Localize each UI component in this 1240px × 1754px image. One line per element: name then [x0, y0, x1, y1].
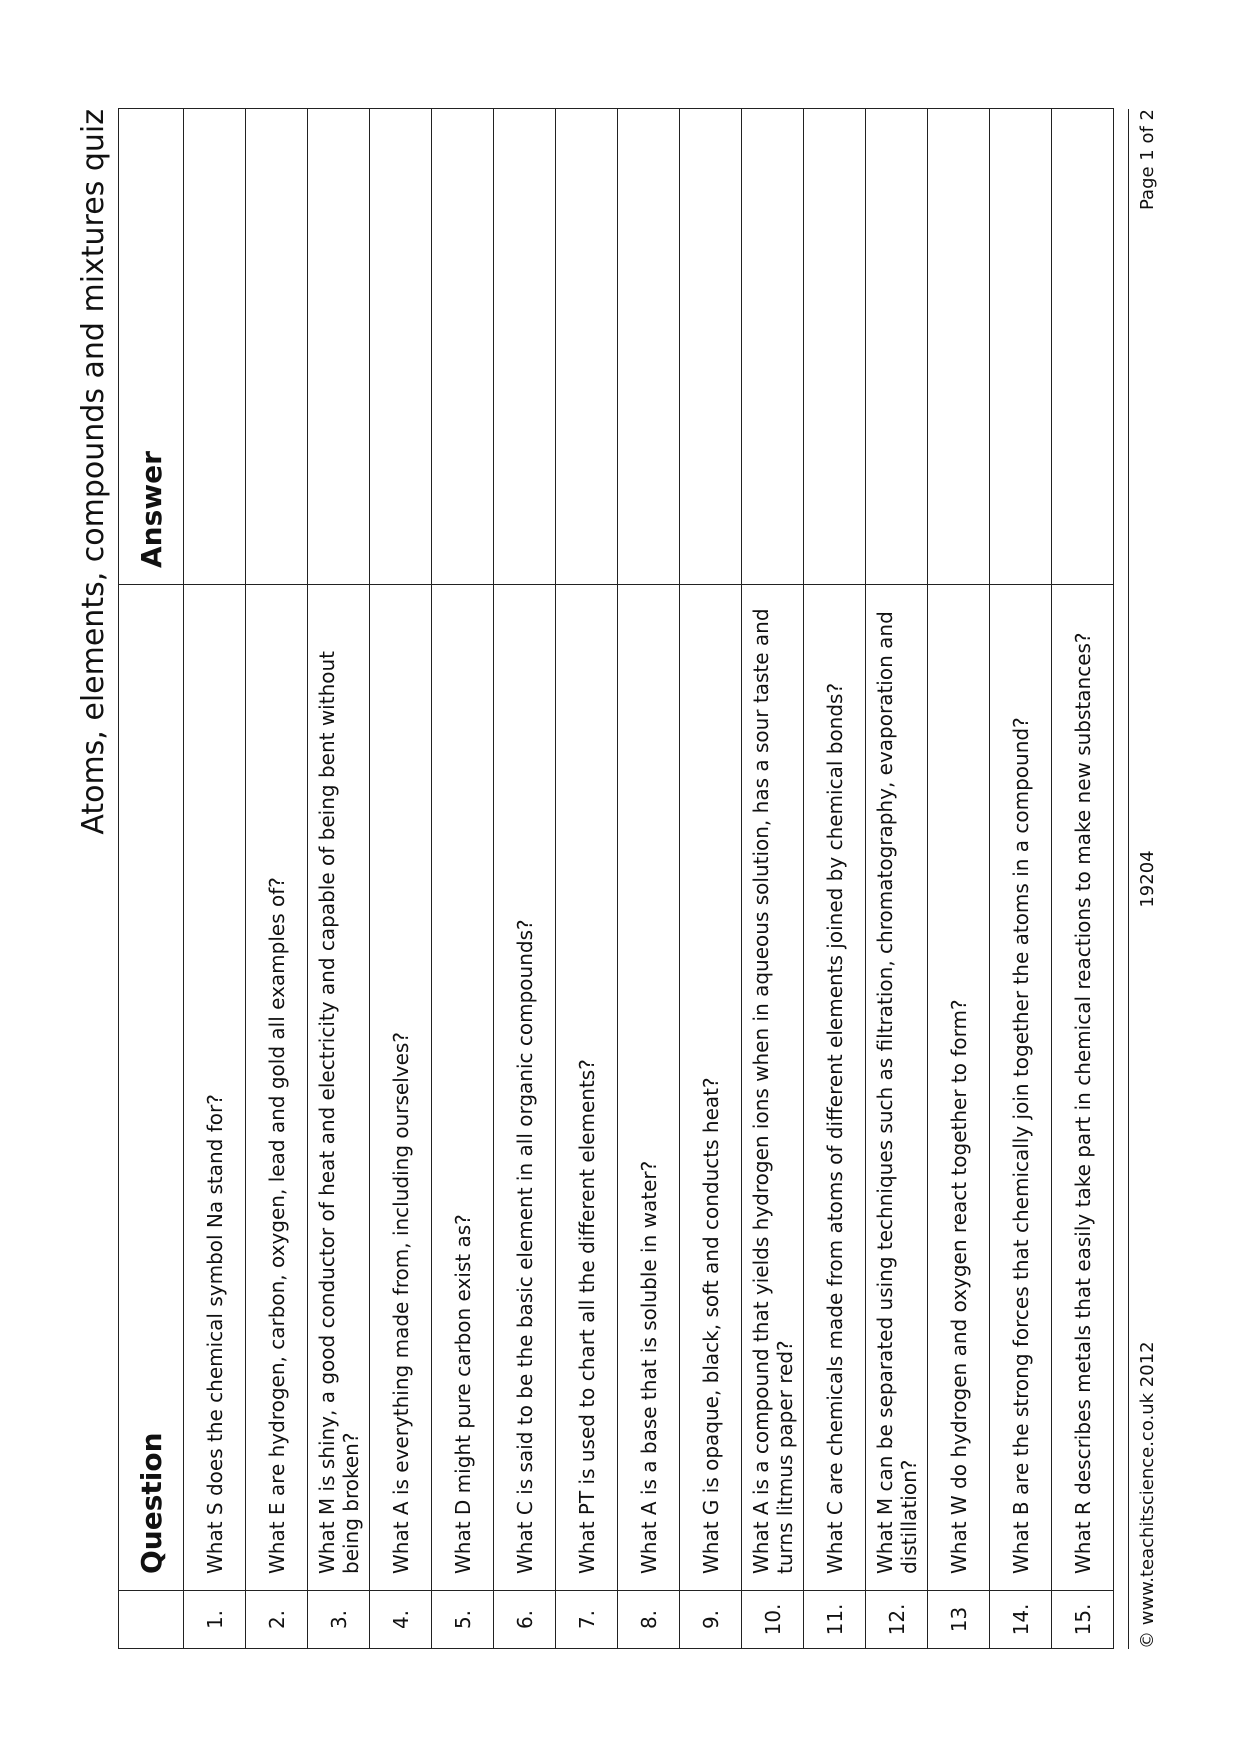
question-text: What C is said to be the basic element in all organic compounds?: [494, 585, 556, 1591]
page-title: Atoms, elements, compounds and mixtures quiz: [76, 109, 111, 835]
answer-column-header: Answer: [119, 109, 184, 585]
answer-cell[interactable]: [432, 109, 494, 585]
question-number: 1.: [184, 1591, 246, 1649]
question-text: What B are the strong forces that chemically join together the atoms in a compound?: [990, 585, 1052, 1591]
question-number: 6.: [494, 1591, 556, 1649]
question-text: What M can be separated using techniques such as filtration, chromatography, evaporation and distillation?: [866, 585, 928, 1591]
question-number: 3.: [308, 1591, 370, 1649]
footer-page-number: Page 1 of 2: [1137, 109, 1158, 210]
question-text: What W do hydrogen and oxygen react together to form?: [928, 585, 990, 1591]
table-row: [990, 109, 1052, 1649]
question-number: 7.: [556, 1591, 618, 1649]
footer-copyright: © www.teachitscience.co.uk 2012: [1137, 1341, 1158, 1649]
answer-cell[interactable]: [680, 109, 742, 585]
answer-cell[interactable]: [1052, 109, 1114, 585]
question-text: What G is opaque, black, soft and conducts heat?: [680, 585, 742, 1591]
table-row: [742, 109, 804, 1649]
number-column-header: [119, 1591, 184, 1649]
answer-cell[interactable]: [866, 109, 928, 585]
answer-cell[interactable]: [928, 109, 990, 585]
table-row: [370, 109, 432, 1649]
table-row: [618, 109, 680, 1649]
table-row: [184, 109, 246, 1649]
quiz-table-body: [184, 109, 1114, 1649]
table-row: [308, 109, 370, 1649]
question-text: What C are chemicals made from atoms of different elements joined by chemical bonds?: [804, 585, 866, 1591]
table-row: [432, 109, 494, 1649]
question-number: 8.: [618, 1591, 680, 1649]
question-number: 5.: [432, 1591, 494, 1649]
answer-cell[interactable]: [618, 109, 680, 585]
answer-cell[interactable]: [246, 109, 308, 585]
answer-cell[interactable]: [990, 109, 1052, 585]
table-header-row: [119, 109, 184, 1649]
table-row: [680, 109, 742, 1649]
answer-cell[interactable]: [556, 109, 618, 585]
answer-cell[interactable]: [308, 109, 370, 585]
question-text: What A is everything made from, including ourselves?: [370, 585, 432, 1591]
question-number: 11.: [804, 1591, 866, 1649]
question-number: 14.: [990, 1591, 1052, 1649]
answer-cell[interactable]: [494, 109, 556, 585]
question-text: What A is a compound that yields hydrogen ions when in aqueous solution, has a sour taste and turns litmus paper red?: [742, 585, 804, 1591]
question-number: 13: [928, 1591, 990, 1649]
table-row: [1052, 109, 1114, 1649]
answer-cell[interactable]: [804, 109, 866, 585]
answer-cell[interactable]: [184, 109, 246, 585]
question-number: 12.: [866, 1591, 928, 1649]
question-number: 2.: [246, 1591, 308, 1649]
question-text: What E are hydrogen, carbon, oxygen, lead and gold all examples of?: [246, 585, 308, 1591]
question-text: What R describes metals that easily take part in chemical reactions to make new substances?: [1052, 585, 1114, 1591]
question-number: 15.: [1052, 1591, 1114, 1649]
question-number: 4.: [370, 1591, 432, 1649]
page-footer: [1128, 109, 1163, 1649]
table-row: [246, 109, 308, 1649]
answer-cell[interactable]: [742, 109, 804, 585]
question-text: What PT is used to chart all the different elements?: [556, 585, 618, 1591]
question-text: What M is shiny, a good conductor of heat and electricity and capable of being bent without being broken?: [308, 585, 370, 1591]
table-row: [494, 109, 556, 1649]
footer-code: 19204: [1137, 850, 1158, 908]
question-number: 9.: [680, 1591, 742, 1649]
answer-cell[interactable]: [370, 109, 432, 585]
table-row: [804, 109, 866, 1649]
quiz-table: [118, 108, 1114, 1649]
table-row: [866, 109, 928, 1649]
question-text: What A is a base that is soluble in water?: [618, 585, 680, 1591]
table-row: [928, 109, 990, 1649]
question-text: What D might pure carbon exist as?: [432, 585, 494, 1591]
question-text: What S does the chemical symbol Na stand for?: [184, 585, 246, 1591]
question-column-header: Question: [119, 585, 184, 1591]
question-number: 10.: [742, 1591, 804, 1649]
table-row: [556, 109, 618, 1649]
